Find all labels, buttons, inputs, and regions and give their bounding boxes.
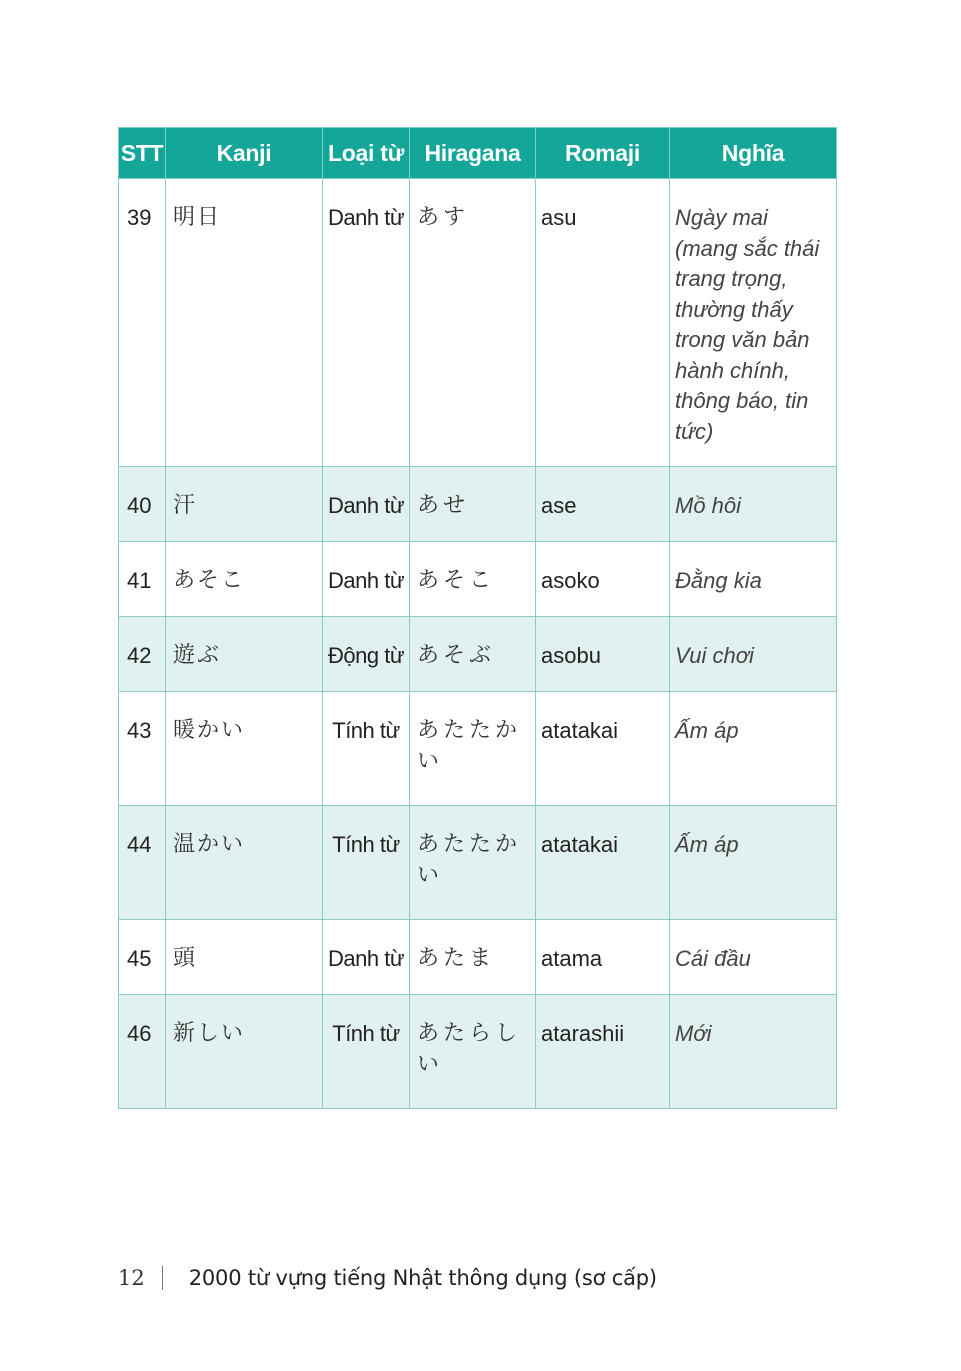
header-stt: STT — [119, 128, 166, 179]
cell-kanji: 温かい — [166, 806, 323, 920]
cell-meaning: Ấm áp — [670, 806, 837, 920]
cell-kanji: 遊ぶ — [166, 617, 323, 692]
header-meaning: Nghĩa — [670, 128, 837, 179]
cell-word-type: Danh từ — [323, 542, 410, 617]
cell-romaji: ase — [536, 467, 670, 542]
cell-kanji: 暖かい — [166, 692, 323, 806]
table-row — [119, 995, 837, 1109]
cell-word-type: Tính từ — [323, 806, 410, 920]
cell-stt: 46 — [119, 995, 166, 1109]
cell-romaji: atama — [536, 920, 670, 995]
page-number: 12 — [118, 1266, 145, 1290]
cell-hiragana: あせ — [410, 467, 536, 542]
cell-hiragana: あたま — [410, 920, 536, 995]
header-kanji: Kanji — [166, 128, 323, 179]
cell-romaji: atatakai — [536, 692, 670, 806]
cell-hiragana: あたたかい — [410, 806, 536, 920]
table-row — [119, 617, 837, 692]
cell-meaning: Mồ hôi — [670, 467, 837, 542]
cell-word-type: Động từ — [323, 617, 410, 692]
cell-romaji: atatakai — [536, 806, 670, 920]
cell-meaning: Mới — [670, 995, 837, 1109]
cell-word-type: Tính từ — [323, 692, 410, 806]
cell-kanji: 新しい — [166, 995, 323, 1109]
cell-word-type: Danh từ — [323, 920, 410, 995]
table-row — [119, 542, 837, 617]
cell-meaning: Vui chơi — [670, 617, 837, 692]
footer-divider — [162, 1266, 163, 1290]
cell-word-type: Danh từ — [323, 467, 410, 542]
header-romaji: Romaji — [536, 128, 670, 179]
cell-hiragana: あそこ — [410, 542, 536, 617]
cell-kanji: 頭 — [166, 920, 323, 995]
cell-stt: 42 — [119, 617, 166, 692]
cell-stt: 39 — [119, 179, 166, 467]
cell-meaning: Cái đầu — [670, 920, 837, 995]
cell-romaji: asu — [536, 179, 670, 467]
book-title: 2000 từ vựng tiếng Nhật thông dụng (sơ cấp) — [188, 1266, 657, 1290]
cell-stt: 43 — [119, 692, 166, 806]
table-row — [119, 179, 837, 467]
cell-stt: 40 — [119, 467, 166, 542]
cell-romaji: atarashii — [536, 995, 670, 1109]
cell-stt: 45 — [119, 920, 166, 995]
vocabulary-table — [118, 127, 837, 1109]
cell-word-type: Danh từ — [323, 179, 410, 467]
cell-romaji: asobu — [536, 617, 670, 692]
cell-meaning: Ngày mai (mang sắc thái trang trọng, thường thấy trong văn bản hành chính, thông báo, tin tức) — [670, 179, 837, 467]
header-hiragana: Hiragana — [410, 128, 536, 179]
header-word-type: Loại từ — [323, 128, 410, 179]
cell-kanji: 汗 — [166, 467, 323, 542]
cell-stt: 44 — [119, 806, 166, 920]
cell-stt: 41 — [119, 542, 166, 617]
cell-word-type: Tính từ — [323, 995, 410, 1109]
table-header-row — [119, 128, 837, 179]
cell-hiragana: あす — [410, 179, 536, 467]
cell-hiragana: あたらしい — [410, 995, 536, 1109]
cell-hiragana: あそぶ — [410, 617, 536, 692]
table-row — [119, 692, 837, 806]
table-row — [119, 920, 837, 995]
cell-kanji: 明日 — [166, 179, 323, 467]
cell-romaji: asoko — [536, 542, 670, 617]
table-row — [119, 806, 837, 920]
cell-kanji: あそこ — [166, 542, 323, 617]
table-row — [119, 467, 837, 542]
page-footer — [118, 1262, 657, 1294]
cell-meaning: Đằng kia — [670, 542, 837, 617]
cell-hiragana: あたたかい — [410, 692, 536, 806]
cell-meaning: Ấm áp — [670, 692, 837, 806]
